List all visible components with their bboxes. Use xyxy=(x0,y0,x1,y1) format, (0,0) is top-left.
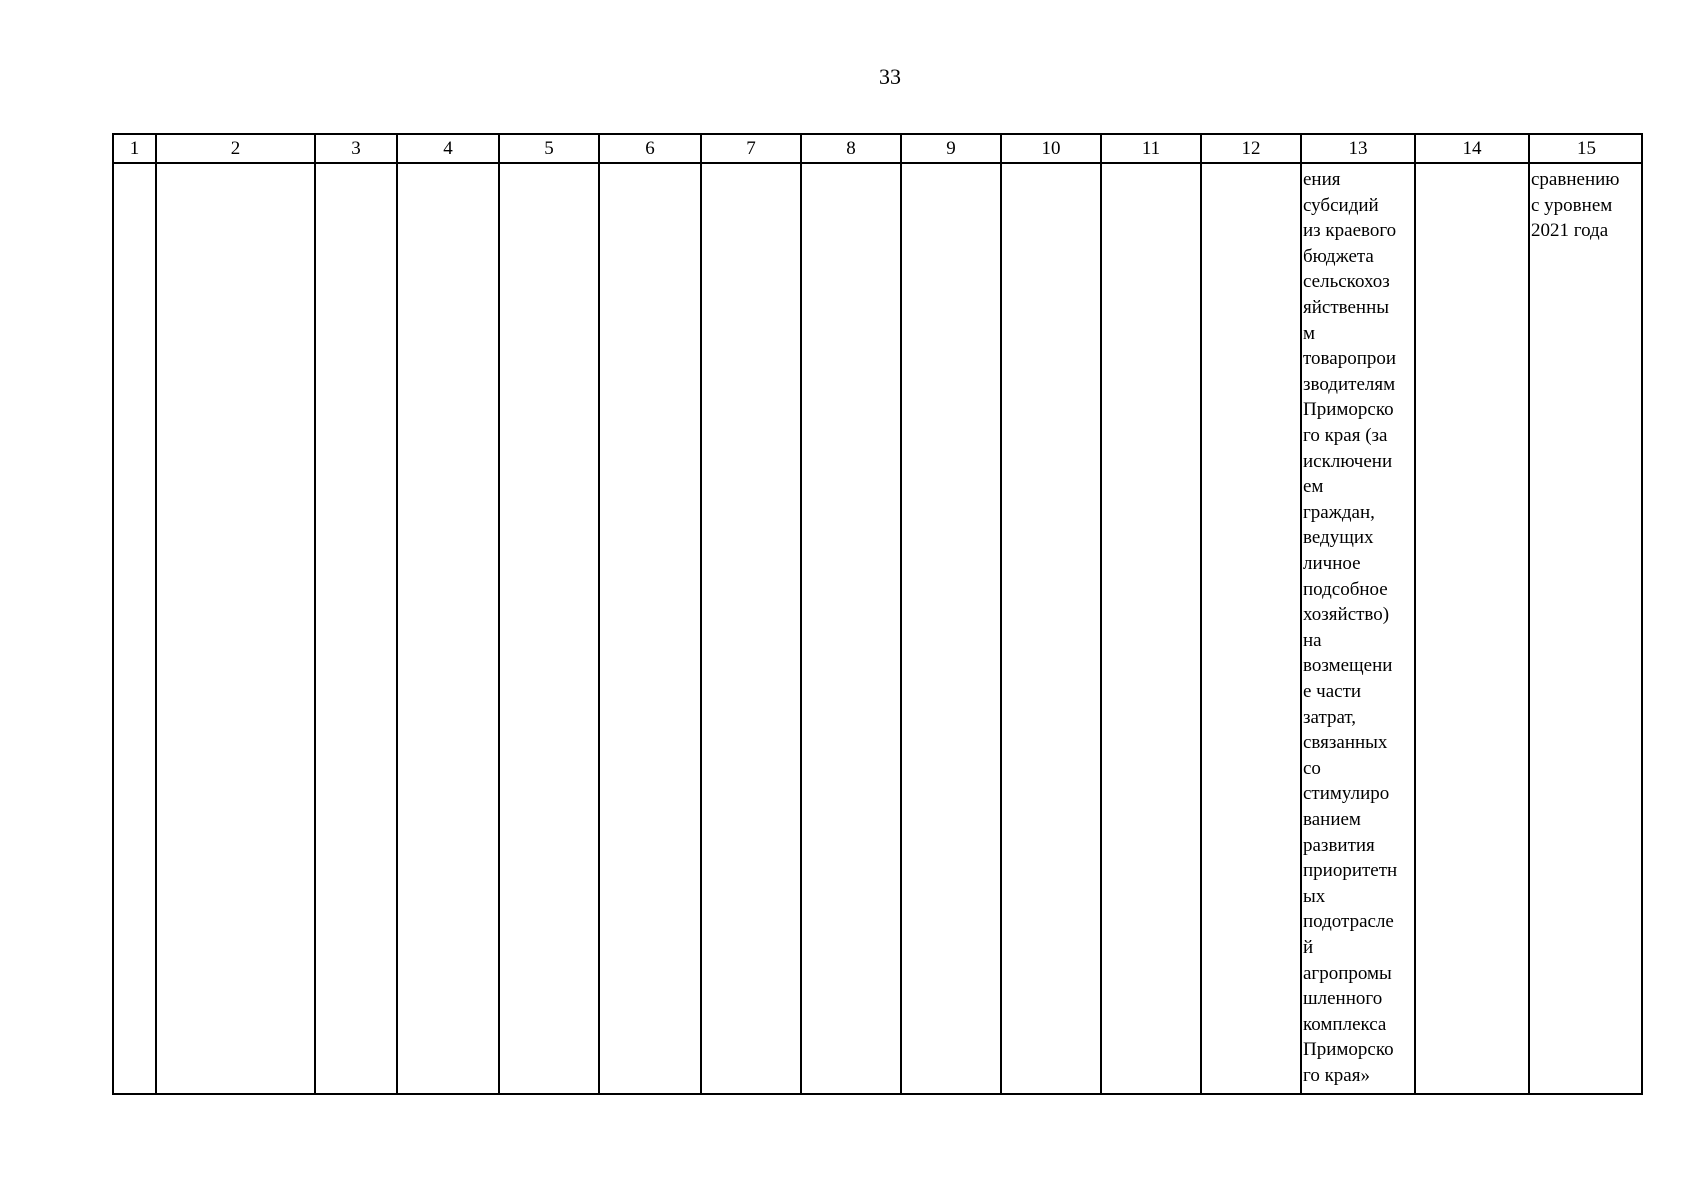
column-divider xyxy=(598,135,600,1093)
cell-text-line: ем xyxy=(1303,476,1324,498)
column-divider xyxy=(155,135,157,1093)
cell-text-line: 2021 года xyxy=(1531,220,1609,242)
cell-text-line: подсобное xyxy=(1303,578,1388,600)
cell-text-line: сельскохоз xyxy=(1303,271,1390,293)
cell-text-line: из краевого xyxy=(1303,220,1397,242)
cell-text-line: агропромы xyxy=(1303,962,1392,984)
cell-text-line: комплекса xyxy=(1303,1013,1387,1035)
column-divider xyxy=(1528,135,1530,1093)
page-number: 33 xyxy=(879,64,901,89)
cell-text-line: й xyxy=(1303,937,1314,958)
cell-text-line: со xyxy=(1303,757,1321,779)
cell-text-line: ения xyxy=(1303,169,1341,190)
column-divider xyxy=(700,135,702,1093)
column-divider xyxy=(498,135,500,1093)
cell-text-line: ых xyxy=(1303,885,1326,907)
cell-text-line: шленного xyxy=(1303,988,1383,1010)
column-divider xyxy=(1200,135,1202,1093)
column-divider xyxy=(396,135,398,1093)
cell-text-line: го края» xyxy=(1303,1065,1370,1086)
cell-text-line: граждан, xyxy=(1303,501,1375,523)
cell-text-line: зводителям xyxy=(1303,373,1396,395)
column-divider xyxy=(800,135,802,1093)
column-header-6: 6 xyxy=(645,138,655,159)
column-divider xyxy=(314,135,316,1093)
data-table xyxy=(112,133,1643,1095)
cell-text-line: на xyxy=(1303,629,1322,651)
column-header-10: 10 xyxy=(1041,138,1061,159)
cell-text-line: Приморско xyxy=(1303,399,1394,421)
cell-text-line: связанных xyxy=(1303,732,1388,754)
cell-text-line: товаропрои xyxy=(1303,348,1397,370)
column-header-9: 9 xyxy=(946,138,956,159)
column-header-1: 1 xyxy=(129,138,140,159)
cell-text-line: хозяйство) xyxy=(1303,604,1390,626)
cell-text-line: развития xyxy=(1303,834,1375,856)
header-separator xyxy=(114,162,1641,164)
cell-text-line: затрат, xyxy=(1303,706,1357,728)
column-header-11: 11 xyxy=(1141,138,1161,159)
cell-text-line: субсидий xyxy=(1303,194,1379,216)
cell-text-line: подотрасле xyxy=(1303,911,1394,933)
column-divider xyxy=(1300,135,1302,1093)
cell-text-line: личное xyxy=(1303,553,1361,574)
cell-text-line: е части xyxy=(1303,681,1362,702)
cell-text-line: бюджета xyxy=(1303,245,1374,267)
column-header-8: 8 xyxy=(846,138,856,159)
cell-text-line: яйственны xyxy=(1303,297,1390,318)
column-header-14: 14 xyxy=(1462,138,1482,159)
column-header-2: 2 xyxy=(230,138,241,159)
cell-text-line: Приморско xyxy=(1303,1039,1394,1061)
cell-text-line: исключени xyxy=(1303,450,1393,472)
column-header-3: 3 xyxy=(351,138,361,159)
cell-text-line: м xyxy=(1303,322,1316,344)
cell-text-line: ванием xyxy=(1303,809,1361,830)
cell-text-line: возмещени xyxy=(1303,655,1393,677)
column-divider xyxy=(900,135,902,1093)
column-divider xyxy=(1100,135,1102,1093)
column-header-7: 7 xyxy=(746,138,756,159)
column-header-13: 13 xyxy=(1348,138,1368,159)
column-header-5: 5 xyxy=(544,138,554,159)
cell-text-line: с уровнем xyxy=(1531,194,1613,216)
cell-text-line: сравнению xyxy=(1531,169,1620,190)
column-header-15: 15 xyxy=(1577,138,1596,159)
column-divider xyxy=(1000,135,1002,1093)
cell-text-line: ведущих xyxy=(1303,527,1374,549)
column-header-12: 12 xyxy=(1241,138,1261,159)
column-divider xyxy=(1414,135,1416,1093)
cell-text-line: стимулиро xyxy=(1303,783,1390,805)
column-header-4: 4 xyxy=(443,138,453,159)
cell-text-line: го края (за xyxy=(1303,425,1388,446)
cell-text-line: приоритетн xyxy=(1303,860,1398,882)
